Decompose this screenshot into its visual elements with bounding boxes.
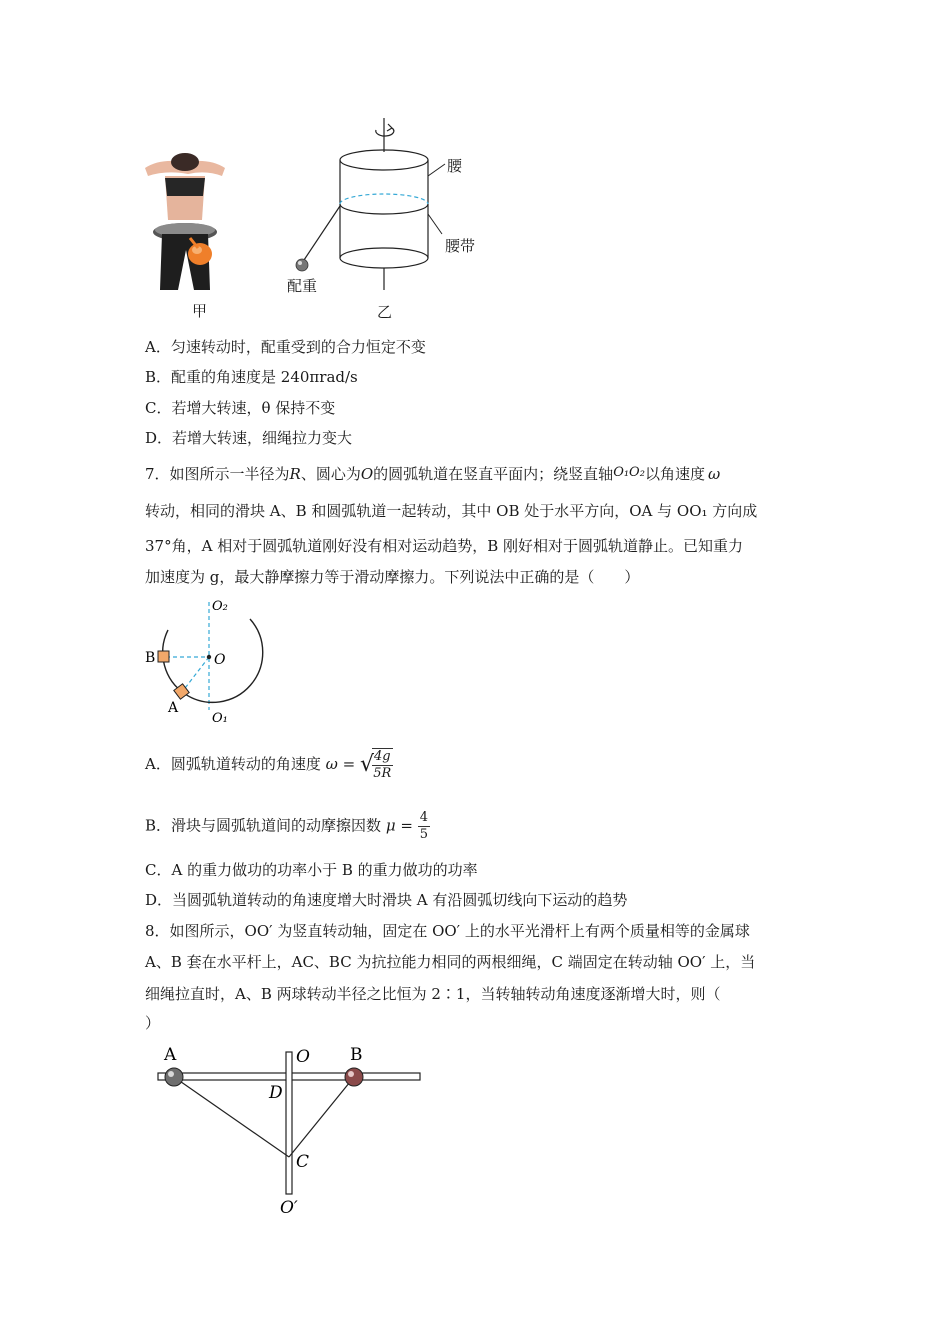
figure-jia [140,150,230,300]
person-with-hula-belt-image [140,150,230,300]
fig8-o-label: O [296,1047,310,1067]
fig8-c-label: C [296,1152,310,1172]
fig-b-label: B [145,650,156,666]
q7-option-a: A．圆弧轨道转动的角速度 ω = √ $\frac{4g}{5R}$ [145,749,392,781]
omega-symbol: ω [707,465,721,483]
q8-stem-line4: ） [145,1014,161,1032]
fig-o-label: O [214,652,226,668]
q7-option-b: B．滑块与圆弧轨道间的动摩擦因数 μ = $\frac{4}{5}$ [145,810,428,842]
circular-track-diagram [140,592,275,727]
fig8-b-label: B [350,1045,363,1065]
q7-stem-line1: 7．如图所示一半径为R、圆心为O的圆弧轨道在竖直平面内；绕竖直轴O₁O₂以角速度 ω [145,465,721,483]
label-belt: 腰带 [445,237,476,255]
q7-stem-line3: 37°角，A 相对于圆弧轨道刚好没有相对运动趋势，B 刚好相对于圆弧轨道静止。已知重力 [145,537,743,555]
axis-o1o2: O₁O₂ [613,465,645,480]
label-yi: 乙 [377,303,393,321]
q7-stem-line4: 加速度为 g，最大静摩擦力等于滑动摩擦力。下列说法中正确的是（ ） [145,568,640,586]
q8-figure [150,1040,430,1220]
sqrt-expression: √ $\frac{4g}{5R}$ [359,749,392,781]
q6-option-a: A．匀速转动时，配重受到的合力恒定不变 [145,338,426,356]
q8-stem-line2: A、B 套在水平杆上，AC、BC 为抗拉能力相同的两根细绳，C 端固定在转动轴 OO′ 上，当 [145,953,756,971]
q7-option-c: C．A 的重力做功的功率小于 B 的重力做功的功率 [145,861,478,879]
fig8-a-label: A [164,1045,177,1065]
q8-stem-line1: 8．如图所示，OO′ 为竖直转动轴，固定在 OO′ 上的水平光滑杆上有两个质量相等的金属球 [145,922,750,940]
q6-option-b: B．配重的角速度是 240πrad/s [145,368,358,386]
fig8-oprime-label: O′ [280,1198,298,1218]
q6-option-d: D．若增大转速，细绳拉力变大 [145,429,353,447]
q8-stem-line3: 细绳拉直时，A、B 两球转动半径之比恒为 2∶1，当转轴转动角速度逐渐增大时，则（ [145,985,721,1003]
fig-o2-label: O₂ [212,599,228,614]
label-weight: 配重 [287,277,318,295]
slider-b-block [158,651,169,662]
q7-figure [140,592,275,727]
q7-option-d: D．当圆弧轨道转动的角速度增大时滑块 A 有沿圆弧切线向下运动的趋势 [145,891,628,909]
label-waist: 腰 [447,157,463,175]
ball-a-icon [165,1068,183,1086]
weight-ball-icon [296,259,308,271]
label-jia: 甲 [192,302,208,320]
rotating-rod-diagram [150,1040,430,1220]
q7-stem-line2: 转动，相同的滑块 A、B 和圆弧轨道一起转动，其中 OB 处于水平方向，OA 与 OO₁ 方向成 [145,502,758,520]
ball-b-icon [345,1068,363,1086]
q6-option-c: C．若增大转速，θ 保持不变 [145,399,336,417]
fig-o1-label: O₁ [212,711,228,726]
fig-a-label: A [168,700,179,716]
fig8-d-label: D [269,1083,283,1103]
fraction-mu: $\frac{4}{5}$ [419,810,428,842]
